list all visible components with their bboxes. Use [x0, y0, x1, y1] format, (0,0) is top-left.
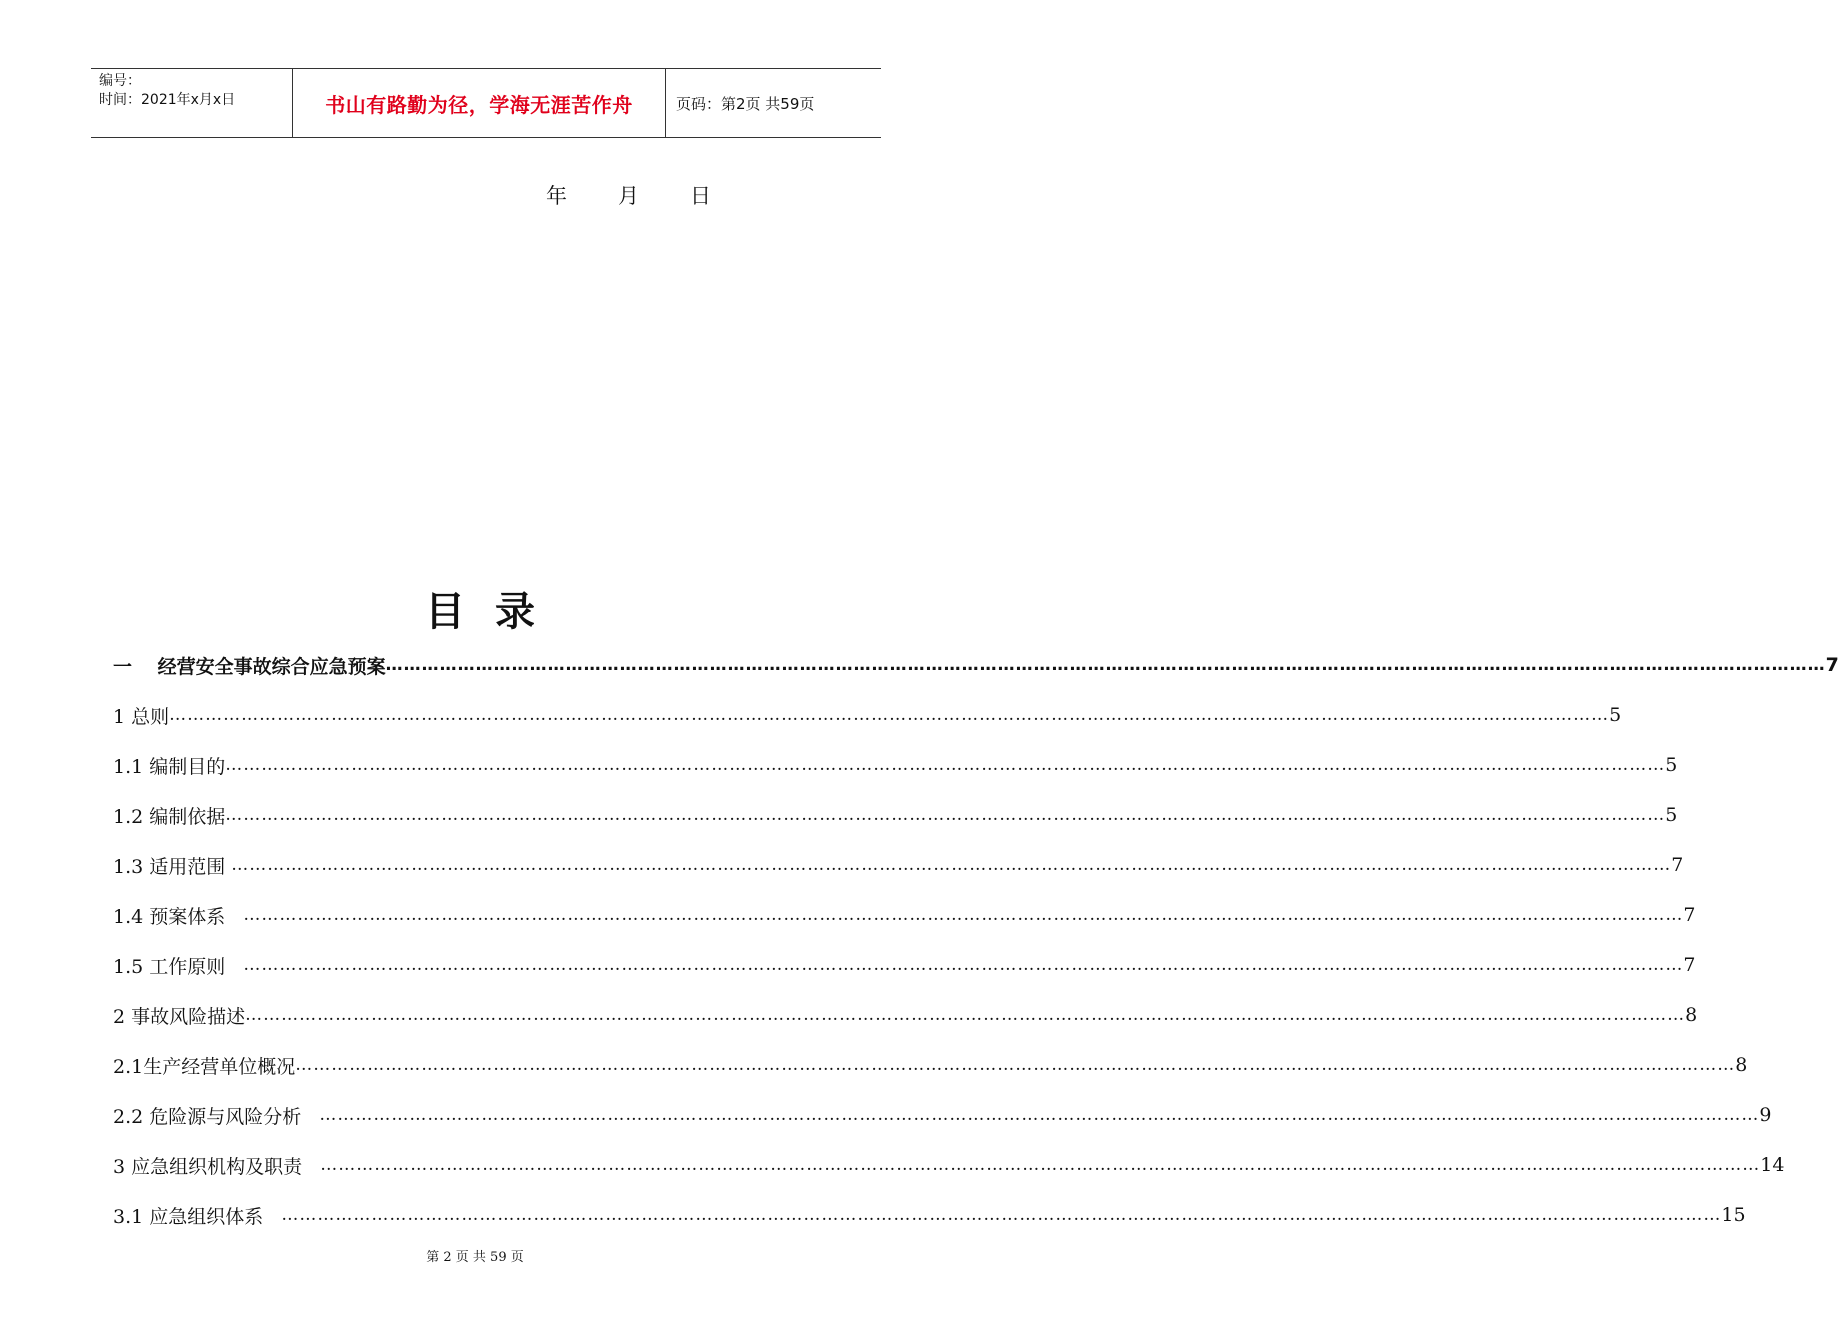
header-meta-cell: [91, 69, 293, 137]
toc-leader-dots: ……………………………………………………………………………………………………………………………………………………………………………………………………………………: [225, 805, 1666, 825]
toc-leader-dots: ……………………………………………………………………………………………………………………………………………………………………………………………………………………: [319, 1105, 1760, 1125]
toc-entry-page: 8: [1735, 1054, 1748, 1076]
toc-entry: [113, 1090, 1772, 1140]
toc-entry-label: 1.3 适用范围: [113, 855, 232, 878]
date-line: [546, 180, 711, 210]
toc-leader-dots: ……………………………………………………………………………………………………………………………………………………………………………………………………………………: [169, 705, 1610, 725]
date-year: 年: [546, 184, 567, 208]
toc-leader-dots: ……………………………………………………………………………………………………………………………………………………………………………………………………………………: [385, 655, 1826, 675]
toc-entry: [113, 840, 1684, 890]
toc-leader-dots: ……………………………………………………………………………………………………………………………………………………………………………………………………………………: [281, 1205, 1722, 1225]
toc-leader-dots: ……………………………………………………………………………………………………………………………………………………………………………………………………………………: [295, 1055, 1736, 1075]
time-label: 时间：2021年x月x日: [99, 92, 236, 108]
toc-entry-label: 3 应急组织机构及职责: [113, 1155, 321, 1178]
toc-entry-page: 15: [1721, 1204, 1746, 1226]
toc-leader-dots: ……………………………………………………………………………………………………………………………………………………………………………………………………………………: [320, 1155, 1761, 1175]
toc-entry: [113, 890, 1696, 940]
toc-entry-label: 1 总则: [113, 705, 170, 728]
date-day: 日: [690, 184, 711, 208]
toc-title: 目录: [425, 589, 565, 635]
page-info: 页码：第2页 共59页: [676, 94, 815, 113]
toc-entry: [113, 1190, 1746, 1240]
toc-entry-label: 2.1生产经营单位概况: [113, 1055, 296, 1078]
toc-entry-label: 2.2 危险源与风险分析: [113, 1105, 320, 1128]
table-of-contents: [113, 640, 1839, 1240]
toc-entry-page: 5: [1609, 704, 1622, 726]
toc-entry-label: 一 经营安全事故综合应急预案: [113, 655, 386, 678]
date-month: 月: [618, 184, 639, 208]
toc-entry: [113, 990, 1698, 1040]
toc-entry-page: 7: [1683, 904, 1696, 926]
number-label: 编号：: [99, 73, 141, 89]
page-header: [91, 68, 881, 138]
toc-leader-dots: ……………………………………………………………………………………………………………………………………………………………………………………………………………………: [245, 1005, 1686, 1025]
toc-entry-label: 1.2 编制依据: [113, 805, 226, 828]
toc-entry: [113, 740, 1678, 790]
toc-entry: [113, 790, 1678, 840]
toc-entry-page: 5: [1665, 804, 1678, 826]
toc-entry-page: 9: [1759, 1104, 1772, 1126]
toc-entry: [113, 940, 1696, 990]
toc-entry-page: 7: [1825, 654, 1839, 676]
header-motto-cell: [293, 69, 666, 137]
toc-entry: [113, 1140, 1785, 1190]
motto-text: 书山有路勤为径，学海无涯苦作舟: [325, 92, 633, 117]
toc-entry-page: 5: [1665, 754, 1678, 776]
toc-entry: [113, 1040, 1748, 1090]
toc-leader-dots: ……………………………………………………………………………………………………………………………………………………………………………………………………………………: [243, 905, 1684, 925]
toc-entry-page: 8: [1685, 1004, 1698, 1026]
toc-entry-label: 1.1 编制目的: [113, 755, 226, 778]
toc-entry: [113, 690, 1622, 740]
toc-leader-dots: ……………………………………………………………………………………………………………………………………………………………………………………………………………………: [231, 855, 1672, 875]
toc-entry-label: 1.4 预案体系: [113, 905, 244, 928]
toc-entry-page: 14: [1760, 1154, 1785, 1176]
page-footer: 第 2 页 共 59 页: [426, 1250, 524, 1265]
toc-entry-label: 2 事故风险描述: [113, 1005, 246, 1028]
toc-entry-page: 7: [1683, 954, 1696, 976]
toc-entry-page: 7: [1671, 854, 1684, 876]
header-page-cell: [666, 69, 881, 137]
toc-entry: [113, 640, 1839, 690]
toc-leader-dots: ……………………………………………………………………………………………………………………………………………………………………………………………………………………: [225, 755, 1666, 775]
toc-leader-dots: ……………………………………………………………………………………………………………………………………………………………………………………………………………………: [243, 955, 1684, 975]
toc-entry-label: 1.5 工作原则: [113, 955, 244, 978]
toc-entry-label: 3.1 应急组织体系: [113, 1205, 282, 1228]
